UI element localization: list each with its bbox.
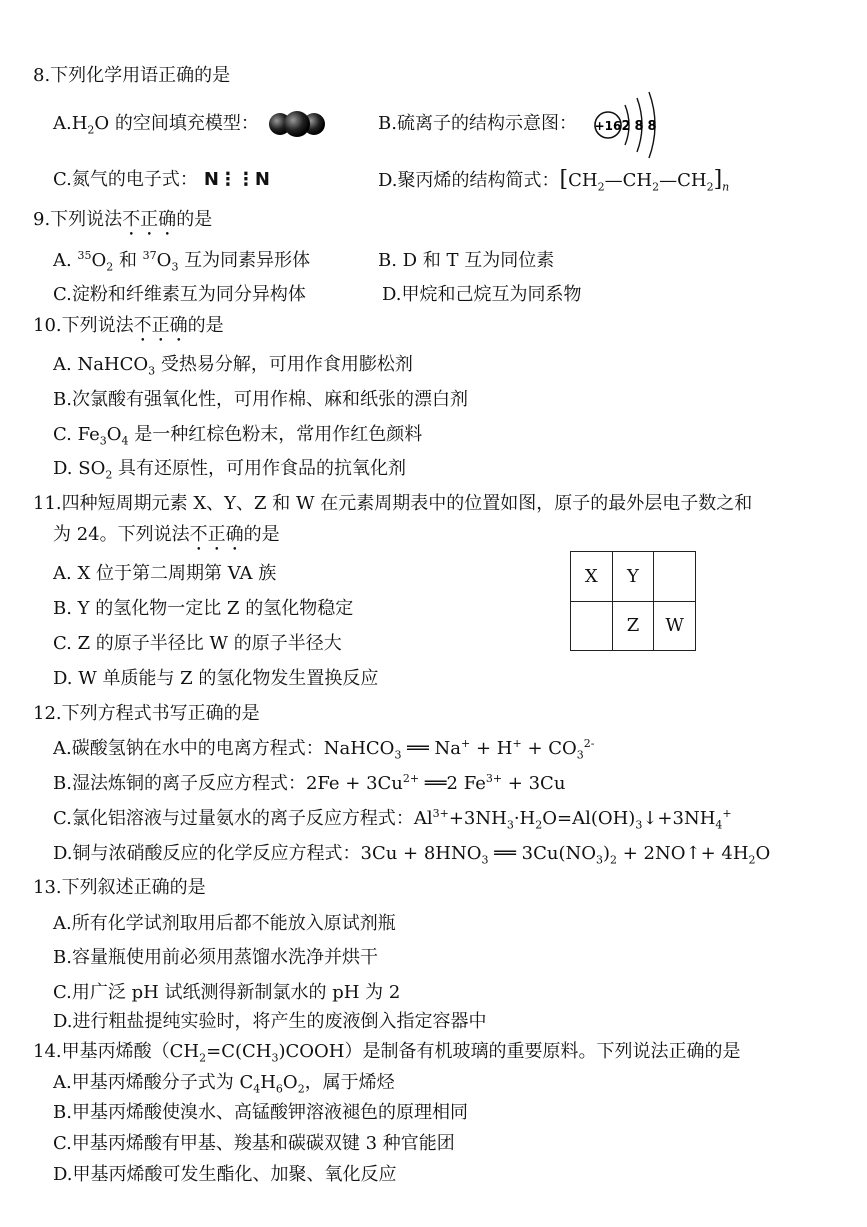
- q10-option-a: A. NaHCO$_3$ 受热易分解，可用作食用膨松剂: [53, 354, 413, 378]
- q13-option-a: A.所有化学试剂取用后都不能放入原试剂瓶: [53, 913, 396, 934]
- q11-option-b: B. Y 的氢化物一定比 Z 的氢化物稳定: [53, 598, 354, 619]
- q9-option-b: B. D 和 T 互为同位素: [378, 250, 555, 271]
- q8-option-c: [53, 168, 270, 192]
- sulfide-ion-structure-diagram: [592, 90, 672, 160]
- q12-option-c: C.氯化铝溶液与过量氨水的离子反应方程式：$Al^{3+}+3NH_3\cdot H_2O=Al(OH)_3↓+3NH_4^+$: [53, 807, 732, 832]
- q10-option-d: D. $SO_2$ 具有还原性，可用作食品的抗氧化剂: [53, 458, 407, 482]
- q14-option-b: B.甲基丙烯酸使溴水、高锰酸钾溶液褪色的原理相同: [53, 1102, 468, 1123]
- q14-stem: 14.甲基丙烯酸$(CH_2=C(CH_3)COOH)$是制备有机玻璃的重要原料。下列说法正确的是: [33, 1041, 741, 1065]
- q13-option-d: D.进行粗盐提纯实验时，将产生的废液倒入指定容器中: [53, 1011, 487, 1032]
- q9-stem-emph: 不正确: [122, 209, 177, 230]
- q8-a-sub: 2: [87, 123, 95, 137]
- q10-stem: 10.下列说法不正确的是: [33, 315, 224, 336]
- q14-option-c: C.甲基丙烯酸有甲基、羧基和碳碳双键 3 种官能团: [53, 1133, 455, 1154]
- q14-option-a: A.甲基丙烯酸分子式为 $C_4H_6O_2$，属于烯烃: [53, 1072, 395, 1096]
- q13-stem: 13.下列叙述正确的是: [33, 877, 206, 898]
- polymer-sub-1: 2: [597, 180, 605, 194]
- q13-option-b: B.容量瓶使用前必须用蒸馏水洗净并烘干: [53, 947, 378, 968]
- q11-stem-line1: 11.四种短周期元素 X、Y、Z 和 W 在元素周期表中的位置如图，原子的最外层电子数之和: [33, 493, 753, 514]
- cell-y: Y: [612, 552, 654, 602]
- cell-w: W: [654, 601, 696, 651]
- cell-x: X: [571, 552, 613, 602]
- q12-stem: 12.下列方程式书写正确的是: [33, 703, 260, 724]
- q14-option-d: D.甲基丙烯酸可发生酯化、加聚、氧化反应: [53, 1164, 397, 1185]
- q11-option-c: C. Z 的原子半径比 W 的原子半径大: [53, 633, 342, 654]
- periodic-table-fragment: [570, 551, 696, 651]
- q9-option-a: A. $^{35}O_2$ 和 $^{37}O_3$ 互为同素异形体: [53, 249, 311, 274]
- q12-option-b: B.湿法炼铜的离子反应方程式：$2Fe + 3Cu^{2+}$ ══2 $Fe^{3+} + 3Cu$: [53, 772, 566, 794]
- q8-stem: 8.下列化学用语正确的是: [33, 65, 231, 86]
- q10-option-c: C. $Fe_3O_4$ 是一种红棕色粉末，常用作红色颜料: [53, 424, 423, 448]
- q10-option-b: B.次氯酸有强氧化性，可用作棉、麻和纸张的漂白剂: [53, 389, 468, 410]
- q11-stem-line2: 为 24。下列说法不正确的是: [53, 524, 280, 545]
- q8-option-a: [53, 112, 259, 136]
- q8-a-text: O 的空间填充模型：: [94, 113, 259, 134]
- polymer-sub-3: 2: [706, 180, 714, 194]
- q13-option-c: C.用广泛 pH 试纸测得新制氯水的 pH 为 2: [53, 982, 401, 1003]
- q8-d-label: D.聚丙烯的结构简式：: [378, 170, 560, 191]
- q8-c-label: C.氮气的电子式：: [53, 169, 198, 190]
- polymer-sub-2: 2: [652, 180, 660, 194]
- q9-option-c: C.淀粉和纤维素互为同分异构体: [53, 284, 306, 305]
- space-filling-model-icon: [268, 110, 328, 138]
- nucleus-charge: +16: [594, 119, 622, 133]
- q8-a-label: A.H: [53, 113, 88, 134]
- q12-option-a: A.碳酸氢钠在水中的电离方程式：NaHCO$_3$ ══ $Na^+ + H^+ + CO_3^{2-}$: [53, 737, 595, 762]
- q8-option-d: D.聚丙烯的结构简式：$[CH_2—CH_2—CH_2]_n$: [378, 167, 730, 194]
- q8-option-b: B.硫离子的结构示意图：: [378, 113, 577, 134]
- q11-option-a: A. X 位于第二周期第 VA 族: [53, 563, 277, 584]
- q9-stem-pre: 9.下列说法: [33, 209, 123, 230]
- nitrogen-electron-formula: N⋮⋮N: [203, 169, 270, 190]
- polymer-unit-1: CH: [568, 170, 598, 191]
- q11-option-d: D. W 单质能与 Z 的氢化物发生置换反应: [53, 668, 379, 689]
- q12-option-d: D.铜与浓硝酸反应的化学反应方程式：$3Cu + 8HNO_3$ ══ $3Cu(NO_3)_2$ + 2NO↑+ $4H_2O$: [53, 843, 771, 867]
- polymer-unit-2: —CH: [604, 170, 653, 191]
- q9-option-d: D.甲烷和己烷互为同系物: [382, 284, 582, 305]
- polymer-n: n: [722, 180, 730, 194]
- polymer-unit-3: —CH: [659, 170, 707, 191]
- cell-empty-2: [571, 601, 613, 651]
- q9-stem-post: 的是: [176, 209, 213, 230]
- cell-empty-1: [654, 552, 696, 602]
- svg-text:288: 2 8 8: [621, 119, 657, 134]
- q9-stem: [33, 208, 212, 240]
- cell-z: Z: [612, 601, 654, 651]
